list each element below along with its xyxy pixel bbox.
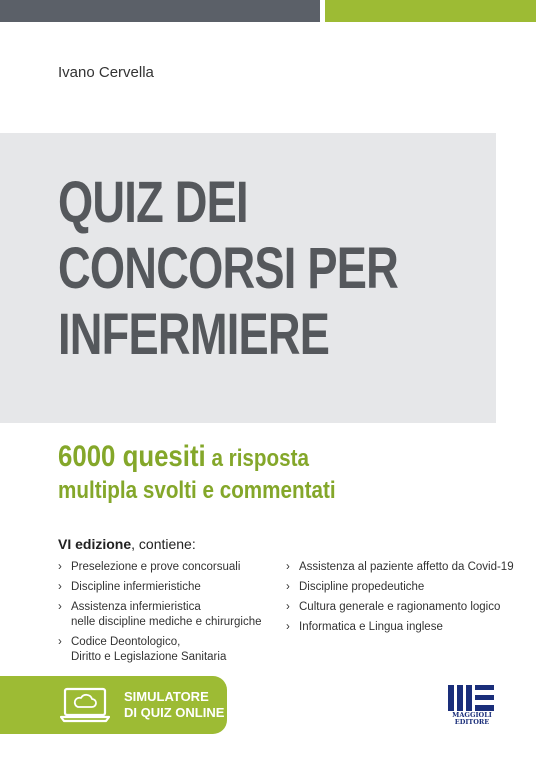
list-item: › Codice Deontologico, Diritto e Legislazione Sanitaria (58, 635, 278, 665)
title-line-2: CONCORSI PER (58, 236, 399, 301)
author-name: Ivano Cervella (58, 64, 154, 81)
list-item: › Assistenza al paziente affetto da Covid-19 (286, 560, 526, 575)
list-item: › Assistenza infermieristica nelle discipline mediche e chirurgiche (58, 600, 278, 630)
top-bar-dark (0, 0, 320, 22)
laptop-cloud-icon (60, 686, 110, 724)
publisher-line-1: MAGGIOLI (452, 711, 492, 719)
subtitle-part-2: a risposta (205, 445, 309, 472)
list-item: › Discipline propedeutiche (286, 580, 526, 595)
list-item: › Preselezione e prove concorsuali (58, 560, 278, 575)
top-bar-green (325, 0, 536, 22)
edition-number: VI edizione (58, 536, 132, 552)
edition-suffix: , contiene: (131, 536, 196, 552)
subtitle (58, 440, 381, 506)
publisher-line-2: EDITORE (454, 718, 490, 726)
simulator-line-1: SIMULATORE (124, 689, 209, 704)
book-title (58, 170, 398, 368)
contents-list-right (286, 560, 526, 640)
subtitle-count: 6000 quesiti (58, 440, 206, 473)
simulator-line-2: DI QUIZ ONLINE (124, 705, 225, 720)
list-item: › Cultura generale e ragionamento logico (286, 600, 526, 615)
simulator-label (124, 689, 224, 721)
title-line-3: INFERMIERE (58, 302, 330, 367)
title-line-1: QUIZ DEI (58, 170, 248, 235)
edition-label (58, 536, 196, 552)
subtitle-line-2: multipla svolti e commentati (58, 477, 336, 504)
publisher-name (446, 712, 498, 726)
subtitle-line-1 (58, 440, 336, 476)
list-item: › Informatica e Lingua inglese (286, 620, 526, 635)
contents-list-left (58, 560, 278, 670)
list-item: › Discipline infermieristiche (58, 580, 278, 595)
